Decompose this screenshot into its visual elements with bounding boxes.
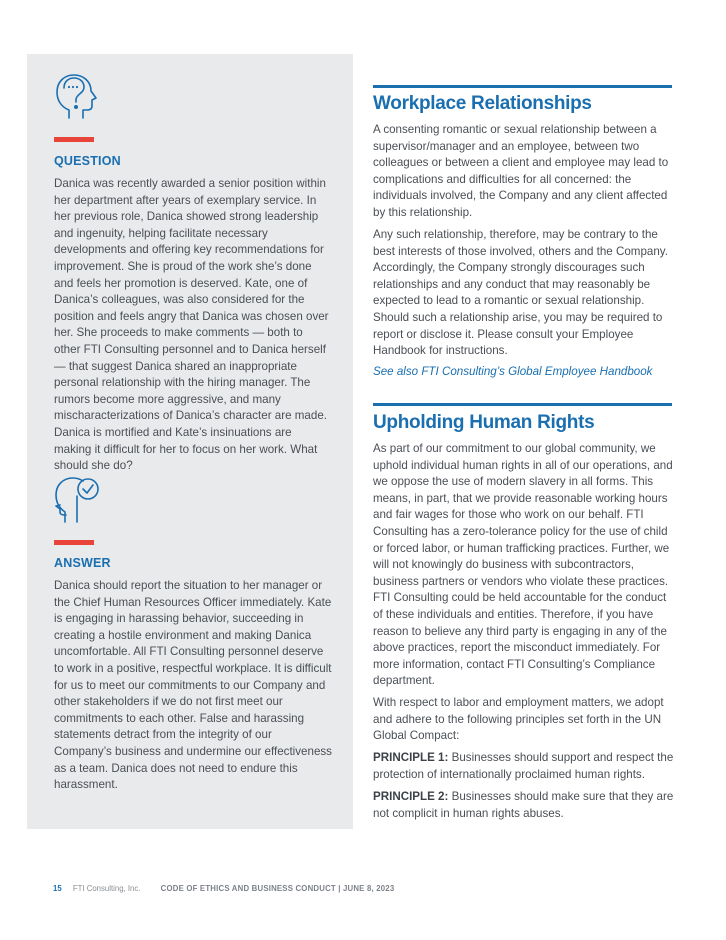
footer-document-title: CODE OF ETHICS AND BUSINESS CONDUCT | JUNE 8, 2023 xyxy=(160,884,395,893)
human-rights-paragraph-1: As part of our commitment to our global community, we uphold individual human rights in all of our operations, and we oppose the use of modern slavery in all forms. This means, in part, that we provide reasonable working hours and fair wages for those who work on our behalf. FTI Consulting has a zero-tolerance policy for the use of child or forced labor, or human trafficking practices. Further, we will not knowingly do business with subcontractors, business partners or vendors who violate these practices. FTI Consulting could be held accountable for the conduct of these individuals and entities. Therefore, if you have reason to believe any third party is engaging in any of the above practices, report the misconduct immediately. For more information, contact FTI Consulting’s Compliance department. xyxy=(373,442,673,688)
answer-text: Danica should report the situation to her manager or the Chief Human Resources Officer immediately. Kate is engaging in harassing behavior, succeeding in creating a hostile environment and making Danica uncomfortable. All FTI Consulting personnel deserve to work in a positive, respectful workplace. It is difficult for us to meet our commitments to our Company and other stakeholders if we do not first meet our commitments to each other. False and harassing statements detract from the integrity of our Company’s business and undermine our effectiveness as a team. Danica does not need to endure this harassment. xyxy=(54,579,332,792)
human-rights-heading-rule xyxy=(373,403,672,406)
workplace-heading: Workplace Relationships xyxy=(373,93,592,114)
page-footer xyxy=(53,884,394,893)
workplace-heading-rule xyxy=(373,85,672,88)
human-rights-heading: Upholding Human Rights xyxy=(373,412,595,433)
employee-handbook-link[interactable]: See also FTI Consulting’s Global Employee Handbook xyxy=(373,365,653,378)
head-question-icon xyxy=(53,72,101,124)
head-check-icon xyxy=(53,472,105,524)
question-label: QUESTION xyxy=(54,154,121,168)
principle-2 xyxy=(373,789,675,822)
principle-1 xyxy=(373,750,675,783)
principle-1-label: PRINCIPLE 1: xyxy=(373,751,449,764)
qa-sidebar xyxy=(27,54,353,829)
principle-1-text: Businesses should support and respect the protection of internationally proclaimed human rights. xyxy=(373,751,674,781)
answer-accent-bar xyxy=(54,540,94,545)
answer-label: ANSWER xyxy=(54,556,111,570)
workplace-paragraph-1: A consenting romantic or sexual relationship between a supervisor/manager and an employee, between two colleagues or between a client and employee may lead to complications and difficulties for all concerned: the individuals involved, the Company and any client affected by this relationship. xyxy=(373,123,669,219)
page-number: 15 xyxy=(53,884,62,893)
footer-company: FTI Consulting, Inc. xyxy=(72,884,141,893)
question-text: Danica was recently awarded a senior position within her department after years of exemplary service. In her previous role, Danica showed strong leadership and ingenuity, helping facilitate necessary developments and offering key recommendations for improvement. She is proud of the work she’s done and feels her promotion is deserved. Kate, one of Danica’s colleagues, was also considered for the position and feels angry that Danica was chosen over her. She proceeds to make comments — both to other FTI Consulting personnel and to Danica herself — that suggest Danica shared an inappropriate personal relationship with the hiring manager. The rumors become more aggressive, and many mischaracterizations of Danica’s character are made. Danica is mortified and Kate’s insinuations are making it difficult for her to focus on her work. What should she do? xyxy=(54,177,329,473)
workplace-paragraph-2: Any such relationship, therefore, may be contrary to the best interests of those involved, others and the Company. Accordingly, the Company strongly discourages such relationships and any conduct that may reasonably be expected to lead to a romantic or sexual relationship. Should such a relationship arise, you may be required to report or disclose it. Please consult your Employee Handbook for instructions. xyxy=(373,228,668,358)
principle-2-text: Businesses should make sure that they are not complicit in human rights abuses. xyxy=(373,790,674,820)
principle-2-label: PRINCIPLE 2: xyxy=(373,790,449,803)
question-accent-bar xyxy=(54,137,94,142)
human-rights-paragraph-2: With respect to labor and employment matters, we adopt and adhere to the following principles set forth in the UN Global Compact: xyxy=(373,696,664,743)
